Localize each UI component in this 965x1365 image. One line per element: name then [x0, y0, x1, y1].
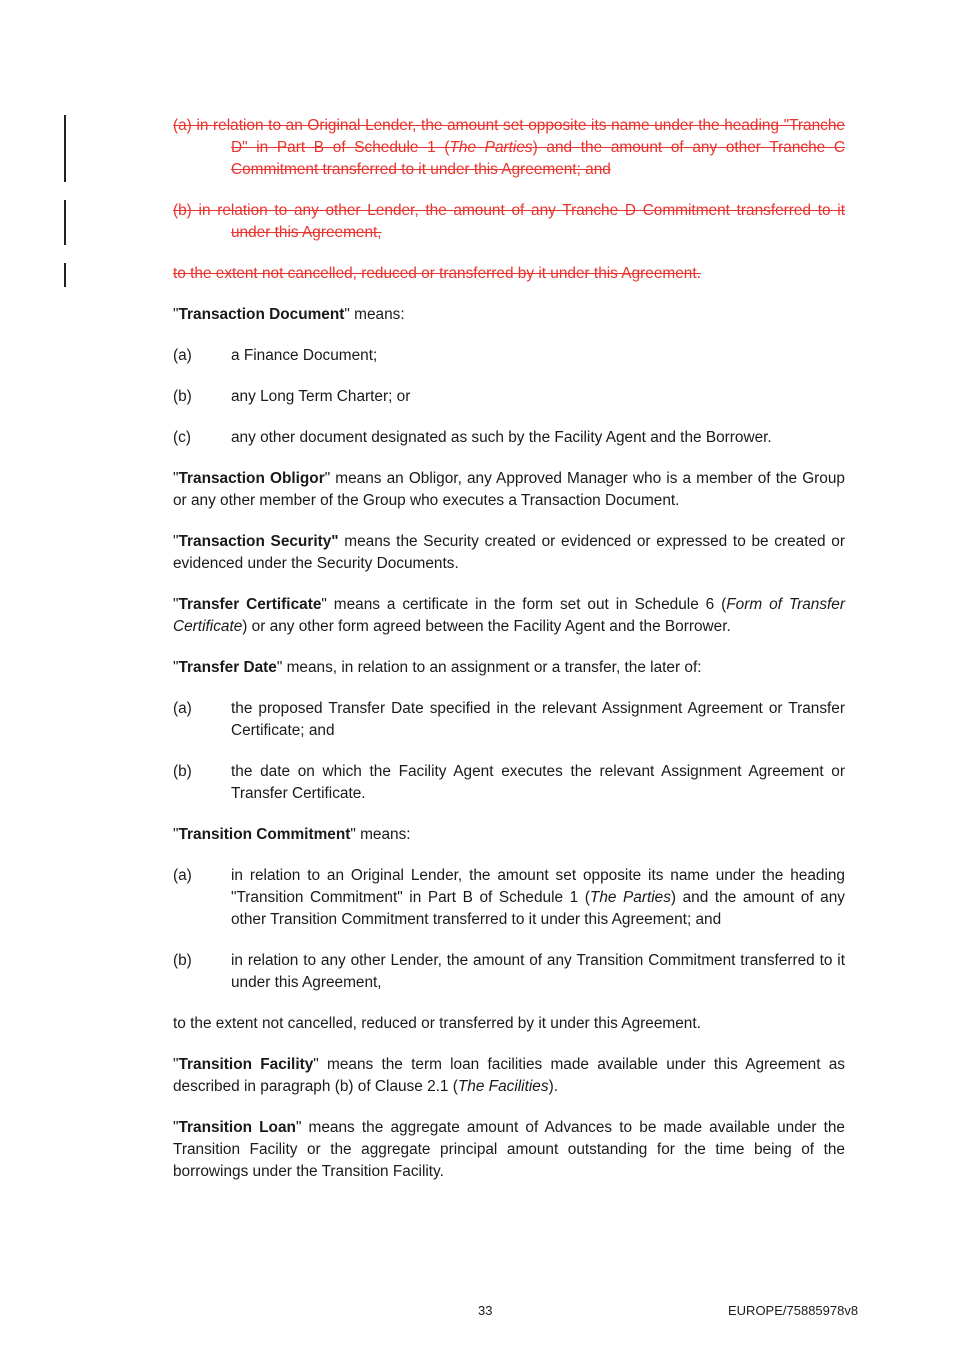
change-bar	[64, 263, 66, 287]
list-item: (c) any other document designated as such by the Facility Agent and the Borrower.	[173, 429, 772, 446]
list-item: (b) in relation to any other Lender, the amount of any Transition Commitment transferred to it under this Agreement,	[173, 952, 845, 991]
document-reference: EUROPE/75885978v8	[728, 1303, 859, 1318]
list-item: (b) the date on which the Facility Agent executes the relevant Assignment Agreement or Transfer Certificate.	[173, 763, 845, 802]
defined-term: Transition Facility	[178, 1056, 314, 1073]
document-body	[173, 115, 845, 1202]
defined-term: Transaction Obligor	[178, 470, 325, 487]
definition-transaction-security: "Transaction Security" means the Security created or evidenced or expressed to be created or evidenced under the Security Documents.	[173, 533, 845, 572]
definition-transition-commitment: "Transition Commitment" means:	[173, 826, 411, 843]
page-number: 33	[478, 1303, 493, 1318]
list-item: (b) any Long Term Charter; or	[173, 388, 411, 405]
list-item: (a) a Finance Document;	[173, 347, 378, 364]
definition-transfer-certificate: "Transfer Certificate" means a certificate in the form set out in Schedule 6 (Form of Transfer Certificate) or any other form agreed between the Facility Agent and the Borrower.	[173, 596, 845, 635]
defined-term: Transition Commitment	[178, 826, 351, 843]
definition-transfer-date: "Transfer Date" means, in relation to an assignment or a transfer, the later of:	[173, 659, 702, 676]
defined-term: Transfer Date	[178, 659, 277, 676]
defined-term: Transition Loan	[178, 1119, 296, 1136]
list-item: (a) the proposed Transfer Date specified in the relevant Assignment Agreement or Transfer Certificate; and	[173, 700, 845, 739]
definition-transaction-document: "Transaction Document" means:	[173, 306, 405, 323]
change-bar	[64, 200, 66, 245]
closing-text: to the extent not cancelled, reduced or transferred by it under this Agreement.	[173, 1015, 701, 1032]
deleted-closing-text: to the extent not cancelled, reduced or transferred by it under this Agreement.	[173, 265, 701, 282]
defined-term: Transaction Document	[178, 306, 345, 323]
definition-transition-loan: "Transition Loan" means the aggregate amount of Advances to be made available under the Transition Facility or the aggregate principal amount outstanding for the time being of the borrowings under the Transition Facility.	[173, 1119, 845, 1180]
deleted-tranche-d-item-b: (b) in relation to any other Lender, the amount of any Tranche D Commitment transferred to it under this Agreement,	[173, 202, 845, 241]
list-item: (a) in relation to an Original Lender, the amount set opposite its name under the heading "Transition Commitment" in Part B of Schedule 1 (The Parties) and the amount of any other Transition Commitment transferred to it under this Agreement; and	[173, 867, 845, 928]
change-bar	[64, 115, 66, 182]
definition-transaction-obligor: "Transaction Obligor" means an Obligor, any Approved Manager who is a member of the Group or any other member of the Group who executes a Transaction Document.	[173, 470, 845, 509]
defined-term: Transaction Security"	[178, 533, 339, 550]
definition-transition-facility: "Transition Facility" means the term loan facilities made available under this Agreement as described in paragraph (b) of Clause 2.1 (The Facilities).	[173, 1056, 845, 1095]
deleted-tranche-d-item-a: (a) in relation to an Original Lender, the amount set opposite its name under the heading "Tranche D" in Part B of Schedule 1 (The Parties) and the amount of any other Tranche C Commitment transferred to it under this Agreement; and	[173, 117, 845, 178]
defined-term: Transfer Certificate	[178, 596, 322, 613]
